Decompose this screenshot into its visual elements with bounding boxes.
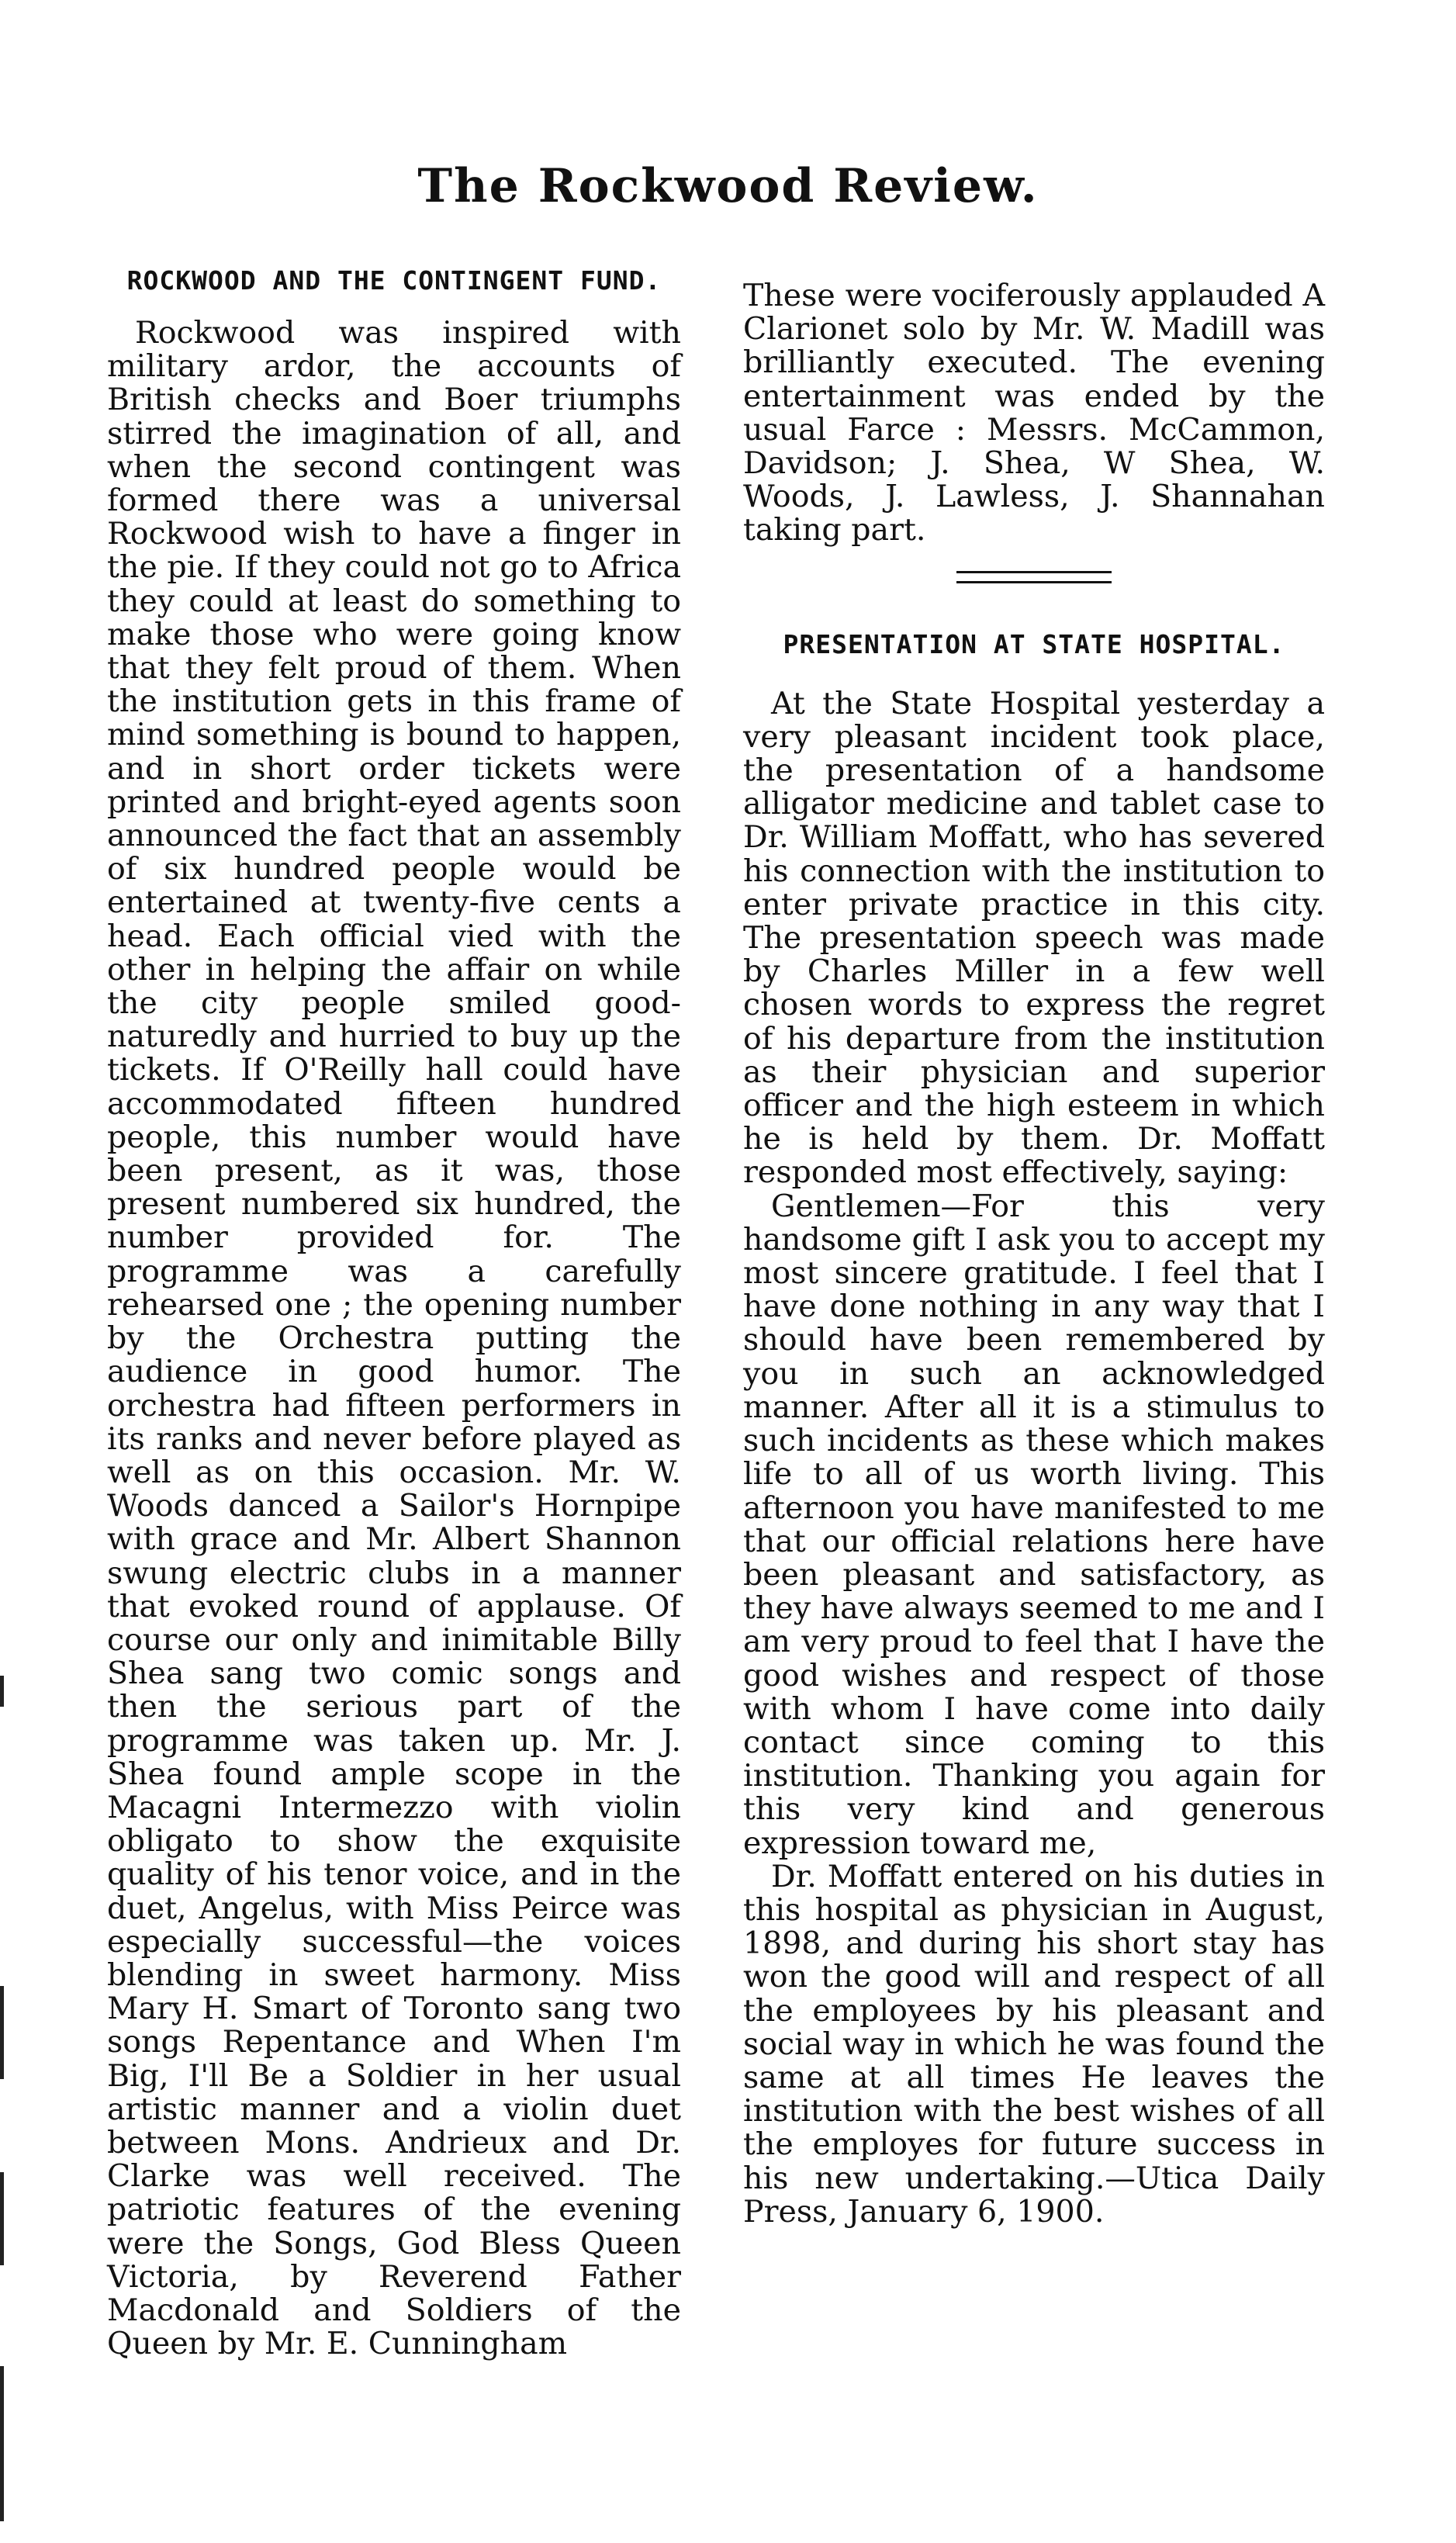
scan-margin-mark [0,1676,4,1707]
article-paragraph-3: Dr. Moffatt entered on his duties in this hospital as physician in August, 1898, and during his short stay has won the good will and respect of all the employees by his pleasant and social way in which he was found the same at all times He leaves the institution with the best wishes of all the employes for future success in his new undertaking.—Utica Daily Press, January 6, 1900. [743,1858,1325,2230]
article-paragraph-2: Gentlemen—For this very handsome gift I ask you to accept my most sincere gratitude. I feel that I have done nothing in any way that I should have been remembered by you in such an acknowledged manner. After all it is a stimulus to such incidents as these which makes life to all of us worth living. This afternoon you have manifested to me that our official relations here have been pleasant and satisfactory, as they have always seemed to me and I am very proud to feel that I have the good wishes and respect of those with whom I have come into daily contact since coming to this institution. Thanking you again for this very kind and generous expression toward me, [743,1188,1325,1861]
article-continuation-rockwood: These were vociferously applauded A Clarionet solo by Mr. W. Madill was brilliantly executed. The evening entertainment was ended by the usual Farce : Messrs. McCammon, Davidson; J. Shea, W Shea, W. Woods, J. Lawless, J. Shannahan taking part. [743,278,1325,548]
article-headline-rockwood: ROCKWOOD AND THE CONTINGENT FUND. [126,265,662,296]
article-paragraph-1: At the State Hospital yesterday a very pleasant incident took place, the presentation of a handsome alligator medicine and tablet case to Dr. William Moffatt, who has severed his connection with the institution to enter private practice in this city. The presentation speech was made by Charles Miller in a few well chosen words to express the regret of his departure from the institution as their physician and superior officer and the high esteem in which he is held by them. Dr. Moffatt responded most effectively, saying: [743,685,1325,1191]
right-column [743,264,1325,2229]
section-divider [956,571,1112,583]
masthead-title: The Rockwood Review. [417,159,1039,213]
scan-margin-mark [0,2172,4,2265]
scan-margin-mark [0,1986,4,2079]
article-body-rockwood: Rockwood was inspired with military ardor, the accounts of British checks and Boer triumphs stirred the imagination of all, and when the second contingent was formed there was a universal Rockwood wish to have a finger in the pie. If they could not go to Africa they could at least do something to make those who were going know that they felt proud of them. When the institution gets in this frame of mind something is bound to happen, and in short order tickets were printed and bright-eyed agents soon announced the fact that an assembly of six hundred people would be entertained at twenty-five cents a head. Each official vied with the other in helping the affair on while the city people smiled good-naturedly and hurried to buy up the tickets. If O'Reilly hall could have accommodated fifteen hundred people, this number would have been present, as it was, those present numbered six hundred, the number provided for. The programme was a carefully rehearsed one ; the opening number by the Orchestra putting the audience in good humor. The orchestra had fifteen performers in its ranks and never before played as well as on this occasion. Mr. W. Woods danced a Sailor's Hornpipe with grace and Mr. Albert Shannon swung electric clubs in a manner that evoked round of applause. Of course our only and inimitable Billy Shea sang two comic songs and then the serious part of the programme was taken up. Mr. J. Shea found ample scope in the Macagni Intermezzo with violin obligato to show the exquisite quality of his tenor voice, and in the duet, Angelus, with Miss Peirce was especially successful—the voices blending in sweet harmony. Miss Mary H. Smart of Toronto sang two songs Repentance and When I'm Big, I'll Be a Soldier in her usual artistic manner and a violin duet between Mons. Andrieux and Dr. Clarke was well received. The patriotic features of the evening were the Songs, God Bless Queen Victoria, by Reverend Father Macdonald and Soldiers of the Queen by Mr. E. Cunningham [107,315,681,2362]
left-column [107,264,681,2361]
scan-margin-mark [0,2366,4,2521]
article-headline-presentation: PRESENTATION AT STATE HOSPITAL. [783,628,1285,659]
